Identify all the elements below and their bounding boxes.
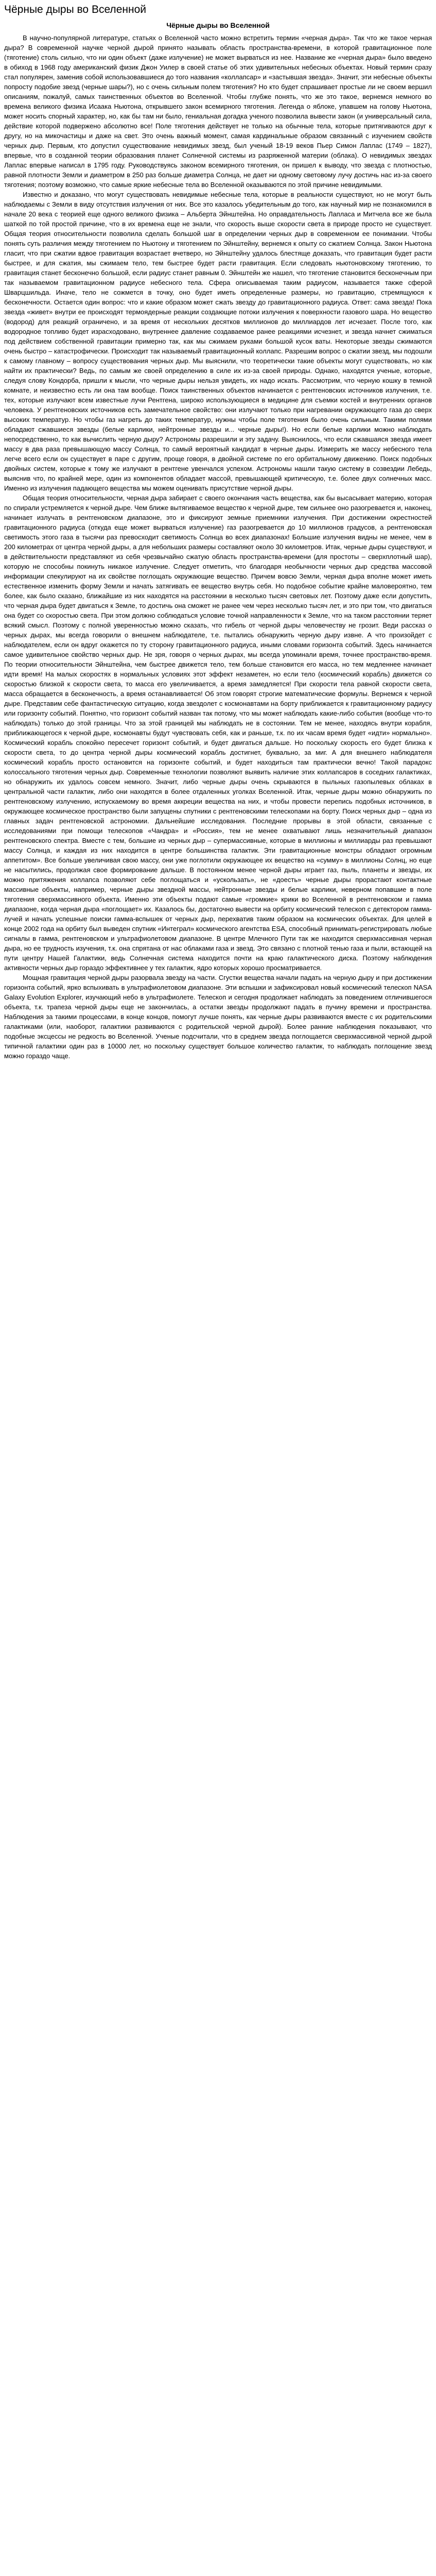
article-paragraph: В научно-популярной литературе, статьях о Вселенной часто можно встретить термин «черная дыра». Так что же такое черная дыра? В современной научке черной дырой принято называть область пространства-времени, в которой гравитационное поле (тяготение) столь сильно, что ни один объект (даже излучение) не может вырваться из нее. Название же «черная дыра» было введено в обиход в 1968 году американский физик Джон Уилер в своей статье об этих удивительных небесных объектах. Новый термин сразу стал популярен, заменив собой использовавшиеся до того названия «коллапсар» и «застывшая звезда». Значит, эти небесные объекты попросту подобие звезд (черные шары?), но с очень сильным полем тяготения? Но кто будет спрашивает простые ли не своем вершил описаниям, пожалуй, самых таинственных объектов во Вселенной. Чтобы глубже понять, что же это такое, вернемся немного во времена великого физика Исаака Ньютона, открывшего закон всемирного тяготения. Легенда о яблоке, упавшем на голову Ньютона, может носить спорный характер, но, как бы там ни было, гениальная догадка ученого позволила вывести закон (и универсальный сила, действие которой подвержено абсолютно все! Поле тяготения действует не только на обычные тела, которые притягиваются друг к другу, но на микочастицы и даже на свет. Это очень важный момент, самая кардинальные образом связанный с изучением свойств черных дыр. Первым, кто допустил существование невидимых звезд, был ученый 18-19 веков Пьер Симон Лаплас (1749 – 1827), впервые, что в созданной теории образования планет Солнечной системы из разряженной материи (облака). О невидимых звездах Лаплас впервые написал в 1795 году. Руководствуясь законом всемирного тяготения, он пришел к выводу, что звезда с плотностью, равной плотности Земли и диаметром в 250 раз больше диаметра Солнца, не дает ни одному световому лучу достичь нас из-за своего тяготения; поэтому возможно, что самые яркие небесные тела во Вселенной оказываются по этой причине невидимыми. <box>4 34 432 189</box>
article-paragraph: Мощная гравитация черной дыры разорвала звезду на части. Сгустки вещества начали падать на черную дыру и при достижении горизонта событий, ярко вспыхивать в ультрафиолетовом диапазоне. Эти вспышки и зафиксировал новый космический телескоп NASA Galaxy Evolution Explorer, изучающий небо в ультрафиолете. Телескоп и сегодня продолжает наблюдать за поведением отличившегося объекта, т.к. трапеза черной дыры еще не закончилась, а остатки звезды продолжают падать в пучину времени и пространства. Наблюдения за такими процессами, в конце концов, помогут лучше понять, как черные дыры развиваются вместе с их родительскими галактиками (или, наоборот, галактики развиваются с родительской черной дырой). Более ранние наблюдения показывают, что подобные эксцессы не редкость во Вселенной. Ученые подсчитали, что в среднем звезда поглощается сверхмассивной черной дырой типичной галактики один раз в 10000 лет, но поскольку существует большое количество галактик, то наблюдать поглощение звезд можно гораздо чаще. <box>4 974 432 1060</box>
article-body <box>4 33 432 1061</box>
article <box>4 21 432 1061</box>
article-paragraph: Известно и доказано, что могут существовать невидимые небесные тела, которые в реальности существуют, но не могут быть наблюдаемы с Земли в виду отсутствия излучения от них. Все это казалось убедительным до того, как научный мир не познакомился в начале 20 века с теорией еще одного великого физика – Альберта Эйнштейна. Но оправдательность Лапласа и Митчела все же была шаткой по той простой причине, что в их времена еще не знали, что скорость выше скорости света в природе просто не существует. Общая теория относительности позволила сделать большой шаг в определении черных дыр в современном ее понимании. Чтобы понять суть различия между тяготением по Ньютону и тяготением по Эйнштейну, вернемся к опыту со сжатием Солнца. Закон Ньютона гласит, что при сжатии вдвое гравитация возрастает вчетверо, но Эйнштейну удалось блестяще доказать, что гравитация будет расти быстрее, и для сжатия, мы сжимаем тело, тем быстрее будет расти гравитация. Если следовать ньютоновскому тяготению, то гравитация станет бесконечно большой, если радиус станет равным 0. Эйнштейн же нашел, что тяготение становится бесконечным при так называемом гравитационном радиусе небесного тела. Сфера описываемая таким радиусом, называется также сферой Шварцшильда. Иначе, тело не сожмется в точку, оно будет иметь определенные размеры, но гравитацию, стремящуюся к бесконечности. Остается один вопрос: что и какие образом может сжать звезду до гравитационного радиуса. Ответ: сама звезда! Пока звезда «живет» внутри ее происходят термоядерные реакции создающие потоки излучения к поверхности газового шара. Но вещество (водород) для реакций ограничено, и за время от нескольких десятков миллионов до миллиардов лет исчезает. После того, как водородное топливо будет израсходовано, внутреннее давление создаваемое ранее реакциями исчезнет, и звезда начнет сжиматься под действием собственной гравитации примерно так, как мы сжимаем руками большой кусок ваты. Некоторые звезды сжимаются очень быстро – катастрофически. Происходит так называемый гравитационный коллапс. Разрешим вопрос о сжатии звезд, мы подошли к самому главному – вопросу существования черных дыр. Мы выяснили, что теоретически такие объекты могут существовать, но как найти их практически? Ведь, по самым же своей определению в силе их из-за своей природы. Однако, находятся ученые, которые, следуя слову Кондорба, пришли к мысли, что черные дыры нельзя увидеть, их надо искать. Рассмотрим, что черную кошку в темной комнате, и неизвестно есть ли она там вообще. Поиск таинственных объектов начинается с рентгеновских источников излучения, т.е. тех, которые излучают всем известные лучи Рентгена, широко использующиеся в медицине для съемки костей и внутренних органов человека. У рентгеновских источников есть замечательное свойство: они излучают только при нагревании окружающего газа до сверх высоких температур. Но чтобы газ нагреть до таких температур, нужны чтобы поле тяготения было очень сильным. Такими полями обладают сжавшиеся звезды (белые карлики, нейтронные звезды и... черные дыры!). Но если белые карлики можно наблюдать непосредственно, то как вычислить черную дыру? Астрономы разрешили и эту задачу. Выяснилось, что если сжавшаяся звезда имеет массу в два раза превышающую массу Солнца, то самый вероятный кандидат в черные дыры. Измерить же массу небесного тела легче всего если он существует в паре с другим, проще говоря, в двойной системе по его орбитальному движению. Поиск подобных двойных систем, которые к тому же излучают в рентгене увенчался успехом. Астрономы нашли такую систему в созвездии Лебедь, выяснив что, по крайней мере, один из компонентов обладает массой, превышающей критическую, т.е. более двух солнечных масс. Именно из излучения падающего вещества мы можем оценивать присутствие черной дыры. <box>4 191 432 492</box>
page <box>0 0 436 1061</box>
article-title: Чёрные дыры во Вселенной <box>166 21 270 29</box>
article-paragraph: Общая теория относительности, черная дыра забирает с своего окончания часть вещества, как бы высасывает материю, которая по спирали устремляется к черной дыре. Чем ближе вытягиваемое вещество к черной дыре, тем сильнее оно разогревается и, наконец, начинает излучать в рентгеновском диапазоне, это и фиксируют земные приемники излучения. При достижении окрестностей гравитационного радиуса (откуда еще может вырваться излучение) газ разогревается до 10 миллионов градусов, а рентгеновская светимость этого газа в тысячи раз превосходит светимость Солнца во всех диапазонах! Большие излучения видны не менее, чем в 200 километрах от центра черной дыры, а для небольших размеры составляют около 30 километров. Итак, черные дыры существуют, и в действительности представляют из себя чрезвычайно сжатую область пространства-времени (для простоты – сверхплотный шар), которую не способны покинуть никакое излучение. Следует отметить, что благодаря необычности черных дыр средства массовой информации спекулируют на их свойстве поглощать окружающие вещество. Причем вовсю Земли, черная дыра вполне может иметь естественное изменить форму Земли и начать затягивать ее вещество внутрь себя. Но подобное событие крайне маловероятно, тем более, как было сказано, ближайшие из них находятся на расстоянии в несколько тысяч световых лет. Поэтому даже если допустить, что черная дыра будет двигаться к Земле, то достичь она сможет не ранее чем через несколько тысяч лет, и это при том, что двигаться она будет со скоростью света. При этом должно соблюдаться условие точной направленности к Земле, что на таком расстоянии теряет всякий смысл. Поэтому с полной уверенностью можно сказать, что гибель от черной дыры человечеству не грозит. Веди рассказ о черных дырах, мы всегда говорили о внешнем наблюдателе, т.е. пытались обнаружить черную дыру извне. А что произойдет с наблюдателем, если он вдруг окажется по ту сторону гравитационного радиуса, иными словами горизонта событий. Здесь начинается самое удивительное свойство черных дыр. Не зря, говоря о черных дырах, мы всегда упоминали время, точнее пространство-время. По теории относительности Эйнштейна, чем быстрее движется тело, тем больше становится его масса, но тем медленнее начинает идти время! На малых скоростях в нормальных условиях этот эффект незаметен, но если тело (космический корабль) движется со скоростью близкой к скорости света, то масса его увеличивается, а время замедляется! При скорости тела равной скорости света, масса обращается в бесконечность, а время останавливается! Об этом говорят строгие математические формулы. Вернемся к черной дыре. Представим себе фантастическую ситуацию, когда звездолет с космонавтами на борту приближается к гравитационному радиусу или горизонту событий. Понятно, что горизонт событий назван так потому, что мы может наблюдать какие-либо события (вообще что-то наблюдать) только до этой границы. Что за этой границей мы наблюдать не в состоянии. Тем не менее, находясь внутри корабля, приближающегося к черной дыре, космонавты будут чувствовать себя, как и раньше, т.к. по их часам время будет «идти» нормально». Космический корабль спокойно пересечет горизонт событий, и будет двигаться дальше. Но поскольку скорость его будет близка к скорости света, то до центра черной дыры космический корабль достигнет, буквально, за миг. А для внешнего наблюдателя космический корабль просто остановится на горизонте событий, и будет находиться там практически вечно! Такой парадокс колоссального тяготения черных дыр. Современные технологии позволяют выявить наличие этих коллапсаров в соседних галактиках, но обнаружить их удалось совсем немного. Значит, либо черные дыры очень скрываются в пыльных газопылевых облаках в центральной части галактик, либо они находятся в более отдаленных уголках Вселенной. Итак, черные дыры можно обнаружить по рентгеновскому излучению, испускаемому во время аккреции вещества на них, и чтобы провести перепись подобных источников, в окружающее космическое пространство были запущены спутники с рентгеновскими телескопами на борту. Поиск черных дыр – одна из главных задач рентгеновской астрономии. Дальнейшие исследования. Последние прорывы в этой области, связанные с исследованиями при помощи телескопов «Чандра» и «Россия», тем не менее охватывают лишь незначительный диапазон рентгеновского спектра. Вместе с тем, большие из черных дыр – супермассивные, которые в миллионы и миллиарды раз превышают массу Солнца, и каждая из них находится в центре большинства галактик. Эти гравитационные монстры обладают огромным аппетитом». Все больше увеличивая свою массу, они уже поглотили окружающее их вещество на «сумму» в миллионы Солнц, но еще не насытились, продолжая свое формирование дальше. В постоянном менее черной дыры играет газ, пыль, планеты и звезды, их можно притяжения коллапса позволяют себе поглощаться и «ускользать», не «доесть» черные дыры прорастают контактные массивные объекты, например, черные дыры звездной массы, нейтронные звезды и белые карлики, неверном попавшие в поле тяготения сверхмассивного объекта. Именно эти объекты подают самые «громкие» крики во Вселенной в рентгеновском и гамма диапазоне, когда черная дыра «поглощает» их. Казалось бы, достаточно вывести на орбиту космический телескоп с детектором гамма-лучей и начать успешные поиски гамма-вспышек от черных дыр, перехватив таким образом на космических объектах. Для целей в конце 2002 года на орбиту был выведен спутник «Интеграл» космического агентства ESA, способный принимать-регистрировать любые сигналы в гамма, рентгеновском и ультрафиолетовом диапазоне. В центре Млечного Пути так же находится сверхмассивная черная дыра, но ее трудность изучения, т.к. она спрятана от нас облаками газа и звезд. Это связано с плотной тенью газа и пыли, встающей на пути центру Нашей Галактики, ведь Солнечная система находится почти на краю галактического диска. Поэтому наблюдения активности черных дыр гораздо эффективнее у тех галактик, ядро которых хорошо просматривается. <box>4 494 432 972</box>
page-title: Чёрные дыры во Вселенной <box>4 4 146 15</box>
